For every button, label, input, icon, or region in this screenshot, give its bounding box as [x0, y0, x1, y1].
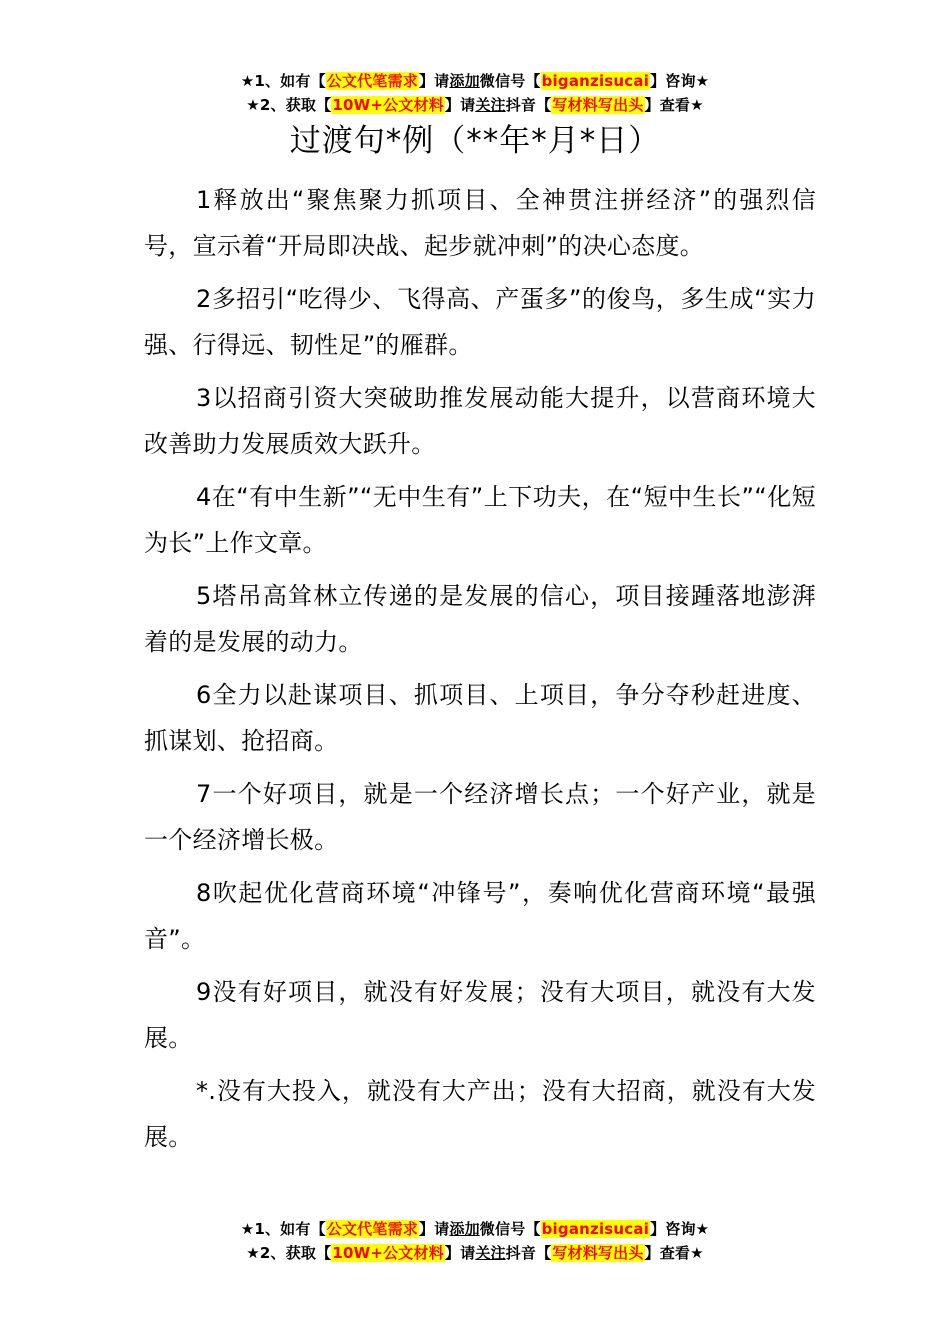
paragraph-6: 6全力以赴谋项目、抓项目、上项目，争分夺秒赶进度、抓谋划、抢招商。 [144, 681, 816, 755]
paragraph-8: 8吹起优化营商环境“冲锋号”，奏响优化营商环境“最强音”。 [144, 879, 816, 953]
paragraph-2: 2多招引“吃得少、飞得高、产蛋多”的俊鸟，多生成“实力强、行得远、韧性足”的雁群。 [144, 285, 816, 359]
ad-text: 抖音【 [505, 96, 552, 114]
footer-ad [0, 1217, 950, 1265]
document-body [144, 177, 816, 1167]
ad-underlined-text: 添加 [449, 1220, 480, 1238]
ad-text: 微信号【 [479, 1220, 541, 1238]
ad-highlight-materials: 10W+公文材料 [332, 1244, 444, 1262]
ad-text: 微信号【 [479, 72, 541, 90]
paragraph-1: 1释放出“聚焦聚力抓项目、全神贯注拼经济”的强烈信号，宣示着“开局即决战、起步就冲刺”的决心态度。 [144, 186, 816, 260]
header-ad [0, 69, 950, 117]
ad-highlight-wechat-id: biganzisucai [541, 72, 650, 90]
header-ad-line-2 [0, 93, 950, 117]
paragraph-3: 3以招商引资大突破助推发展动能大提升，以营商环境大改善助力发展质效大跃升。 [144, 384, 816, 458]
ad-highlight-wechat-id: biganzisucai [541, 1220, 650, 1238]
ad-text: ★1、如有【 [240, 72, 326, 90]
ad-text: 】查看★ [644, 1244, 704, 1262]
ad-highlight-douyin-account: 写材料写出头 [552, 1244, 644, 1262]
paragraph-5: 5塔吊高耸林立传递的是发展的信心，项目接踵落地澎湃着的是发展的动力。 [144, 582, 816, 656]
ad-text: 】请 [444, 1244, 476, 1262]
ad-text: 】请 [418, 72, 450, 90]
footer-ad-line-2 [0, 1241, 950, 1265]
ad-highlight-service: 公文代笔需求 [326, 72, 418, 90]
ad-highlight-douyin-account: 写材料写出头 [552, 96, 644, 114]
ad-highlight-service: 公文代笔需求 [326, 1220, 418, 1238]
ad-text: 】查看★ [644, 96, 704, 114]
ad-text: 抖音【 [505, 1244, 552, 1262]
header-ad-line-1 [0, 69, 950, 93]
ad-text: 】咨询★ [650, 72, 710, 90]
footer-ad-line-1 [0, 1217, 950, 1241]
ad-underlined-text: 关注 [475, 1244, 506, 1262]
document-title: 过渡句*例（**年*月*日） [289, 123, 661, 159]
ad-text: 】请 [444, 96, 476, 114]
paragraph-4: 4在“有中生新”“无中生有”上下功夫，在“短中生长”“化短为长”上作文章。 [144, 483, 816, 557]
ad-text: ★2、获取【 [246, 96, 332, 114]
ad-highlight-materials: 10W+公文材料 [332, 96, 444, 114]
ad-text: 】咨询★ [650, 1220, 710, 1238]
paragraph-10: *.没有大投入，就没有大产出；没有大招商，就没有大发展。 [144, 1077, 816, 1151]
ad-underlined-text: 关注 [475, 96, 506, 114]
paragraph-9: 9没有好项目，就没有好发展；没有大项目，就没有大发展。 [144, 978, 816, 1052]
paragraph-7: 7一个好项目，就是一个经济增长点；一个好产业，就是一个经济增长极。 [144, 780, 816, 854]
ad-text: 】请 [418, 1220, 450, 1238]
ad-text: ★1、如有【 [240, 1220, 326, 1238]
ad-text: ★2、获取【 [246, 1244, 332, 1262]
ad-underlined-text: 添加 [449, 72, 480, 90]
